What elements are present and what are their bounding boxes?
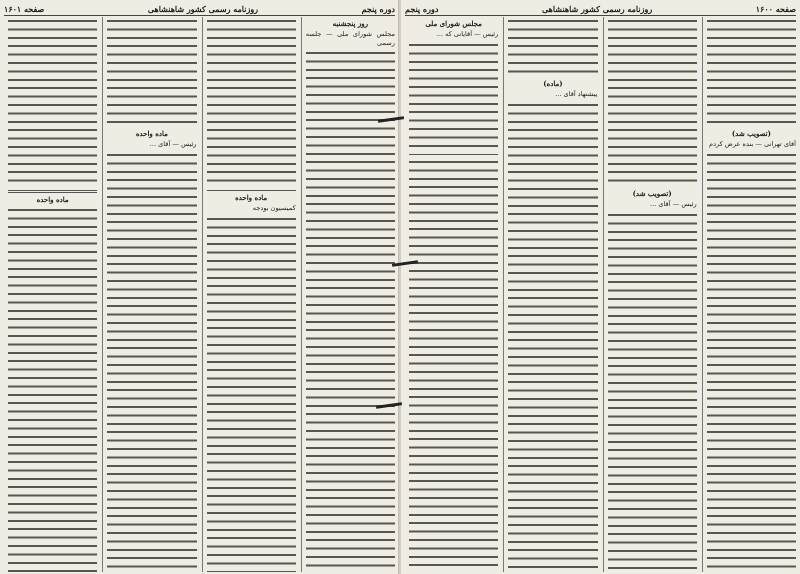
left-col2-text-block-b bbox=[207, 215, 296, 572]
right-col1-title: (تصویب شد) bbox=[731, 129, 771, 138]
left-col2-text-block-a bbox=[207, 17, 296, 187]
right-header-right: صفحه ۱۶۰۰ bbox=[755, 3, 796, 14]
left-col3-snippet: رئیس — آقای ... bbox=[149, 140, 197, 149]
left-col3-title: ماده واحده bbox=[135, 129, 168, 138]
right-col2-title: (تصویب شد) bbox=[632, 189, 672, 198]
right-col1-text-block-b bbox=[707, 151, 796, 572]
left-col4-text-block-a bbox=[8, 17, 97, 187]
left-col4-divider bbox=[8, 190, 97, 193]
right-column-2 bbox=[603, 17, 697, 572]
right-col4-text-block-a bbox=[409, 41, 498, 151]
left-page-header bbox=[4, 2, 395, 16]
left-header-right: دوره پنجم bbox=[361, 3, 395, 14]
right-column-1 bbox=[702, 17, 796, 572]
right-col4-divider bbox=[409, 154, 498, 155]
left-column-2 bbox=[202, 17, 296, 572]
left-col4-title: ماده واحده bbox=[36, 195, 69, 204]
left-col3-text-block-a bbox=[107, 17, 196, 127]
left-column-3 bbox=[102, 17, 196, 572]
left-col2-divider bbox=[207, 190, 296, 191]
right-col4-title: مجلس شورای ملی bbox=[425, 19, 482, 28]
right-header-center: روزنامه رسمی کشور شاهنشاهی bbox=[541, 3, 653, 14]
right-col1-snippet: آقای تهرانی — بنده عرض کردم bbox=[709, 140, 796, 149]
left-page bbox=[0, 0, 399, 574]
left-header-left: صفحه ۱۶۰۱ bbox=[4, 3, 45, 14]
left-column-1 bbox=[301, 17, 395, 572]
left-col1-text-block bbox=[306, 49, 395, 572]
right-page bbox=[401, 0, 800, 574]
left-col2-snippet: کمیسیون بودجه bbox=[252, 204, 296, 213]
right-column-4 bbox=[405, 17, 498, 572]
left-page-columns bbox=[4, 17, 395, 572]
right-col3-title: (ماده) bbox=[543, 79, 563, 88]
left-col2-title: ماده واحده bbox=[235, 193, 268, 202]
right-header-left: دوره پنجم bbox=[405, 3, 439, 14]
right-page-columns bbox=[405, 17, 796, 572]
right-col3-snippet: پیشنهاد آقای ... bbox=[555, 90, 598, 99]
right-page-header bbox=[405, 2, 796, 16]
right-col2-text-block-b bbox=[608, 211, 697, 572]
right-column-3 bbox=[503, 17, 597, 572]
left-column-4 bbox=[4, 17, 97, 572]
right-col1-text-block-a bbox=[707, 17, 796, 127]
left-col4-text-block-b bbox=[8, 206, 97, 572]
right-col2-snippet: رئیس — آقای ... bbox=[650, 200, 697, 209]
left-col3-text-block-b bbox=[107, 151, 196, 572]
right-col3-text-block-b bbox=[508, 101, 597, 572]
right-col4-text-block-b bbox=[409, 158, 498, 572]
right-col2-text-block-a bbox=[608, 17, 697, 187]
left-col1-title: روز پنجشنبه bbox=[332, 19, 369, 28]
right-col3-text-block-a bbox=[508, 17, 597, 77]
left-col1-snippet: مجلس شورای ملی — جلسه رسمی bbox=[305, 30, 395, 47]
right-col4-snippet: رئیس — آقایانی که ... bbox=[436, 30, 499, 39]
left-header-center: روزنامه رسمی کشور شاهنشاهی bbox=[147, 3, 259, 14]
